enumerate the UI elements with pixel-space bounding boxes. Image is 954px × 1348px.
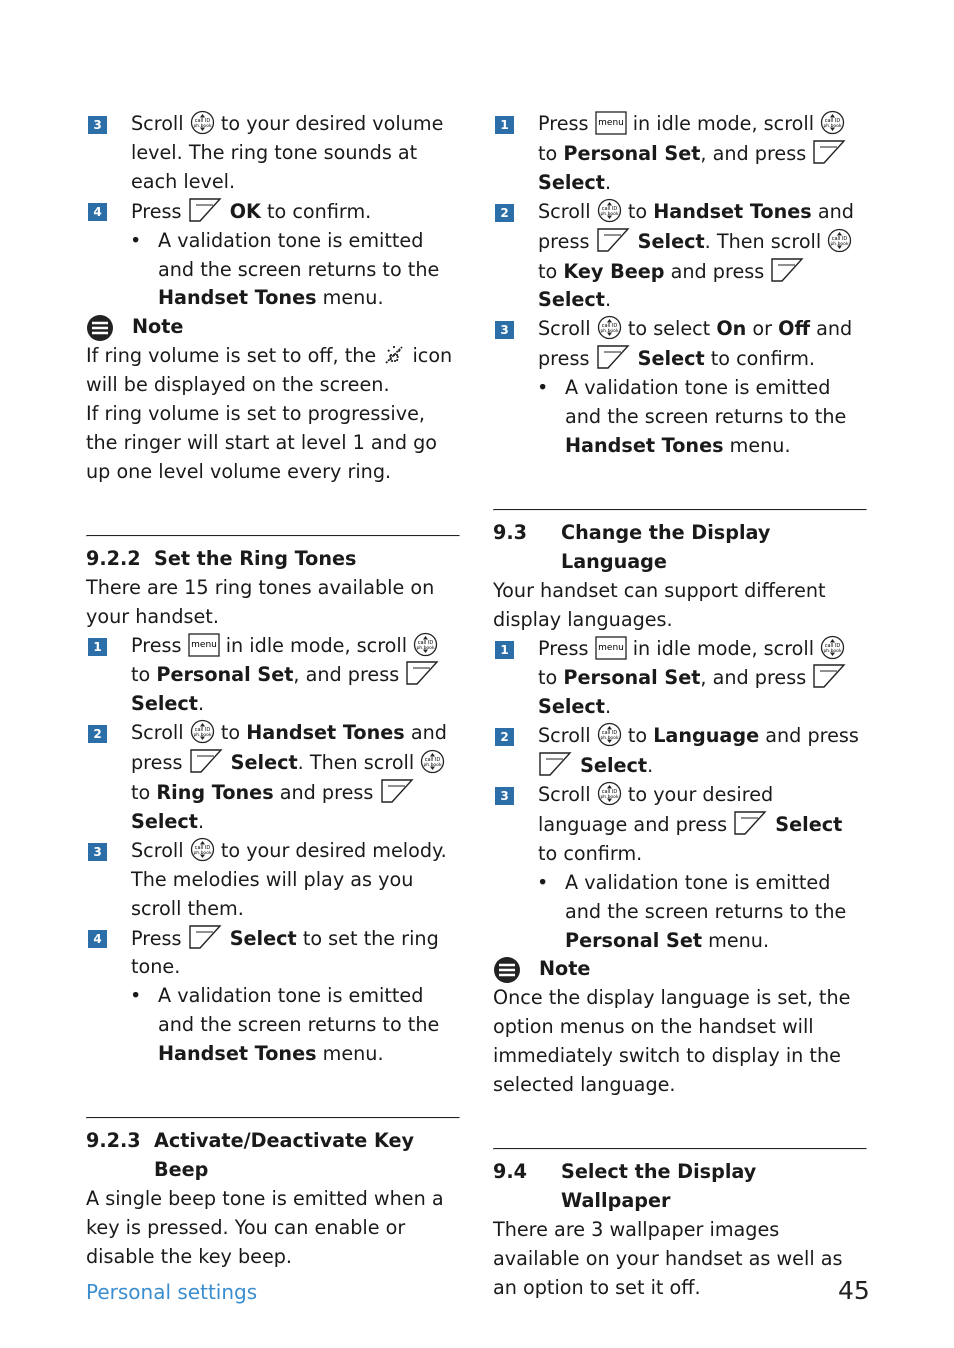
- svg-text:call ID: call ID: [601, 205, 617, 212]
- svg-text:menu: menu: [597, 642, 624, 653]
- step-3: 3 Scroll call ID ph.book to your desired melody. The melodies will play as you scroll them.: [86, 837, 460, 924]
- step-3: 3 Scroll call ID ph.book to select On or Off and press Select to confirm.: [493, 315, 867, 374]
- softkey-icon: [380, 781, 416, 804]
- step-3: 3 Scroll call ID ph.book to your desired language and press Select to confirm.: [493, 781, 867, 869]
- svg-text:ph.book: ph.book: [823, 648, 842, 654]
- svg-text:call ID: call ID: [194, 844, 210, 851]
- svg-text:menu: menu: [190, 639, 217, 650]
- scroll-key-icon: [820, 637, 845, 660]
- note-heading: Note: [86, 313, 460, 342]
- section-heading-9-2-3: 9.2.3 Activate/Deactivate Key Beep: [86, 1129, 415, 1181]
- section-intro: There are 3 wallpaper images available on your handset as well as an option to set it off.: [493, 1217, 843, 1299]
- scroll-key-icon: [413, 634, 438, 657]
- svg-text:call ID: call ID: [832, 235, 848, 242]
- step-3: 3 Scroll call ID ph.book to your desired volume level. The ring tone sounds at each level.: [86, 110, 460, 197]
- svg-text:menu: menu: [597, 118, 624, 128]
- softkey-icon: [596, 230, 632, 253]
- footer-section-title: Personal settings: [86, 1280, 258, 1304]
- scroll-key-icon: [597, 783, 622, 806]
- scroll-key-icon: [597, 200, 622, 223]
- left-column: [86, 110, 460, 1272]
- step-number-badge: 4: [88, 203, 107, 221]
- svg-text:call ID: call ID: [194, 118, 210, 124]
- step-1: 1 Press menu in idle mode, scroll call ID ph.book to Personal Set, and press Select.: [493, 635, 867, 723]
- softkey-icon: [405, 663, 441, 686]
- step-number-badge: 2: [495, 204, 514, 222]
- step-4: 4 Press Select to set the ring tone.: [86, 924, 460, 983]
- bullet-item: • A validation tone is emitted and the screen returns to the Personal Set menu.: [537, 870, 847, 952]
- softkey-icon: [538, 754, 574, 777]
- section-heading-9-3: 9.3 Change the Display Language: [493, 520, 771, 573]
- menu-key-icon: [595, 112, 627, 135]
- svg-text:call ID: call ID: [425, 757, 441, 764]
- section-intro: There are 15 ring tones available on your handset.: [86, 575, 435, 628]
- svg-text:ph.book: ph.book: [600, 329, 619, 335]
- note-text: If ring volume is set to off, the icon will be displayed on the screen. If ring volume is set to progressive, the ringer will start at level 1 and go up one level volume every ring.: [86, 344, 453, 483]
- bullet-item: • A validation tone is emitted and the screen returns to the Handset Tones menu.: [130, 984, 440, 1066]
- softkey-icon: [770, 260, 806, 283]
- svg-text:call ID: call ID: [194, 727, 210, 734]
- scroll-key-icon: [190, 112, 215, 135]
- step-number-badge: 3: [495, 787, 514, 805]
- step-number-badge: 4: [88, 930, 107, 948]
- svg-text:ph.book: ph.book: [423, 763, 442, 769]
- svg-text:ph.book: ph.book: [416, 645, 435, 651]
- step-number-badge: 1: [495, 641, 514, 659]
- step-1: 1 Press menu in idle mode, scroll call ID ph.book to Personal Set, and press Select.: [86, 632, 460, 720]
- svg-text:ph.book: ph.book: [193, 850, 212, 856]
- svg-text:call ID: call ID: [601, 789, 617, 796]
- svg-text:ph.book: ph.book: [193, 733, 212, 739]
- section-heading-9-2-2: 9.2.2 Set the Ring Tones: [86, 546, 357, 570]
- svg-text:call ID: call ID: [824, 118, 841, 124]
- step-2: 2 Scroll call ID ph.book to Language and press Select.: [493, 722, 867, 781]
- bullet-item: • A validation tone is emitted and the screen returns to the Handset Tones menu.: [130, 228, 440, 310]
- softkey-icon: [189, 751, 225, 774]
- right-column: [493, 110, 867, 1303]
- svg-text:ph.book: ph.book: [193, 124, 212, 129]
- svg-text:ph.book: ph.book: [600, 211, 619, 217]
- svg-text:call ID: call ID: [601, 323, 617, 330]
- section-intro: A single beep tone is emitted when a key is pressed. You can enable or disable the key beep.: [86, 1186, 444, 1268]
- scroll-key-icon: [827, 230, 852, 253]
- softkey-icon: [733, 813, 769, 836]
- step-4: 4 Press OK to confirm.: [86, 197, 460, 227]
- step-2: 2 Scroll call ID ph.book to Handset Tones and press Select. Then scroll call ID ph.book to Key Beep and press Select.: [493, 198, 867, 316]
- svg-text:ph.book: ph.book: [600, 736, 619, 742]
- section-intro: Your handset can support different display languages.: [493, 578, 826, 631]
- scroll-key-icon: [420, 751, 445, 774]
- step-number-badge: 1: [495, 116, 514, 134]
- note-icon: [86, 314, 114, 342]
- step-2: 2 Scroll call ID ph.book to Handset Tones and press Select. Then scroll call ID ph.book to Ring Tones and press Select.: [86, 719, 460, 837]
- step-number-badge: 2: [88, 725, 107, 743]
- bullet-item: • A validation tone is emitted and the screen returns to the Handset Tones menu.: [537, 376, 847, 457]
- note-heading: Note: [493, 955, 867, 984]
- scroll-key-icon: [190, 839, 215, 862]
- step-number-badge: 1: [88, 638, 107, 656]
- softkey-icon: [812, 142, 848, 165]
- section-heading-9-4: 9.4 Select the Display Wallpaper: [493, 1160, 757, 1212]
- step-number-badge: 3: [88, 116, 107, 134]
- scroll-key-icon: [597, 317, 622, 340]
- svg-text:call ID: call ID: [824, 642, 841, 649]
- page-number: 45: [838, 1276, 870, 1305]
- softkey-icon: [188, 927, 224, 950]
- step-number-badge: 3: [495, 321, 514, 339]
- ringer-off-icon: [382, 343, 406, 367]
- svg-text:call ID: call ID: [601, 730, 617, 737]
- scroll-key-icon: [190, 721, 215, 744]
- scroll-key-icon: [597, 724, 622, 747]
- step-number-badge: 3: [88, 843, 107, 861]
- note-icon: [493, 956, 521, 984]
- svg-text:ph.book: ph.book: [600, 795, 619, 801]
- softkey-icon: [188, 200, 224, 223]
- softkey-icon: [812, 666, 848, 689]
- svg-text:ph.book: ph.book: [830, 241, 849, 247]
- menu-key-icon: [188, 634, 220, 657]
- note-text: Once the display language is set, the option menus on the handset will immediately switch to display in the selected language.: [493, 986, 851, 1097]
- scroll-key-icon: [820, 112, 845, 135]
- softkey-icon: [596, 347, 632, 370]
- svg-text:call ID: call ID: [417, 639, 434, 646]
- step-number-badge: 2: [495, 728, 514, 746]
- menu-key-icon: [595, 637, 627, 660]
- step-1: 1 Press menu in idle mode, scroll call ID ph.book to Personal Set, and press Select.: [493, 110, 867, 198]
- svg-text:ph.book: ph.book: [823, 124, 842, 129]
